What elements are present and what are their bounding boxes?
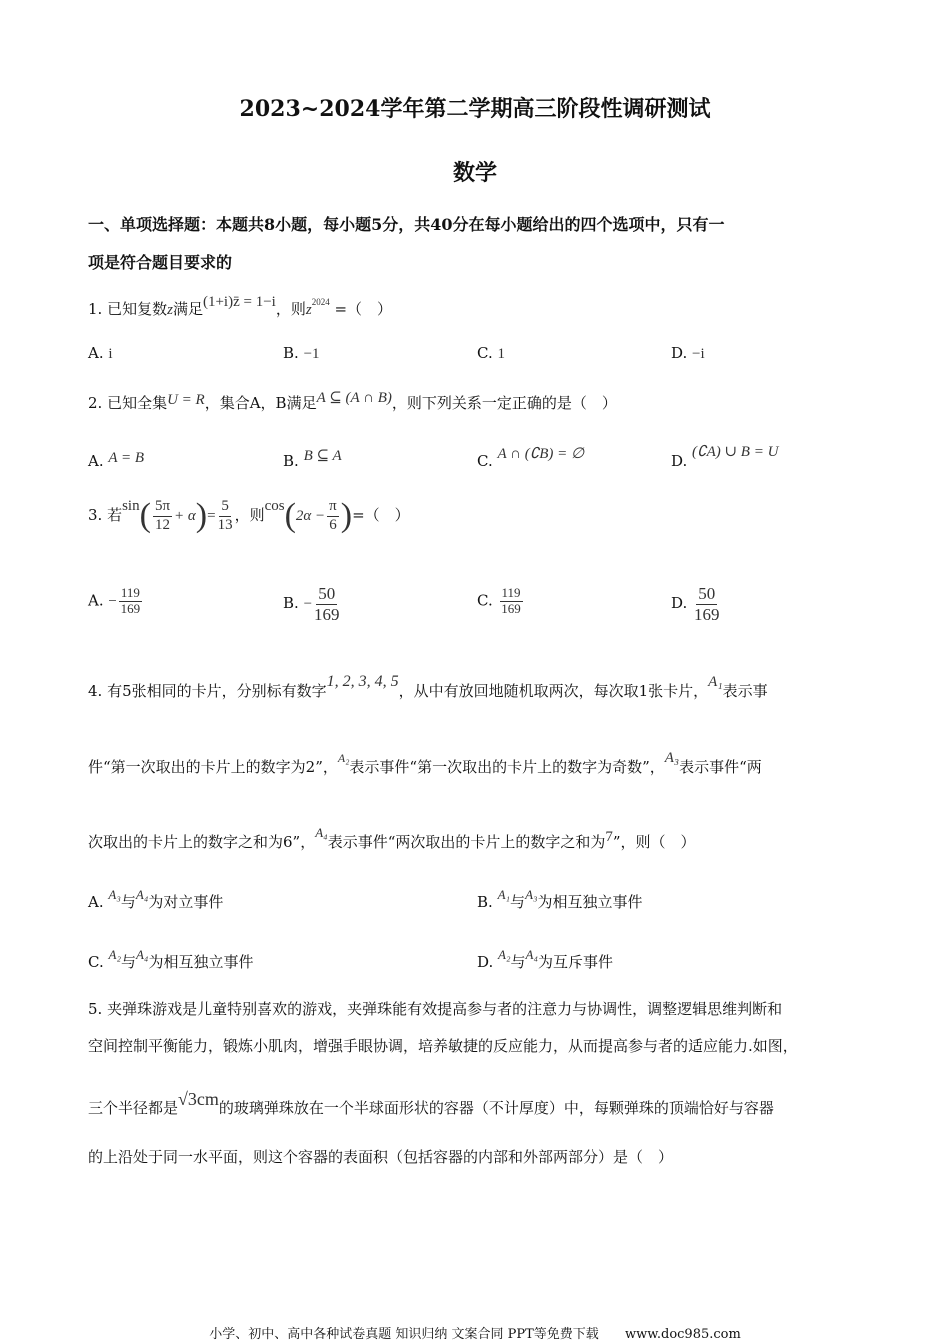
q3-option-d: D. $\frac{50}{169}$ bbox=[671, 584, 720, 624]
q1-option-c: C. 1 bbox=[477, 344, 505, 362]
q1-option-b: B. −1 bbox=[283, 344, 320, 362]
exam-title: 2023~2024学年第二学期高三阶段性调研测试 bbox=[239, 96, 711, 122]
q2-option-d: D. (∁A) ∪ B = U bbox=[671, 444, 779, 470]
q2-relation: A ⊆ (A ∩ B) bbox=[316, 390, 392, 406]
q3-rhs-fraction: $\frac{5}{13}$ bbox=[217, 498, 233, 533]
q3-option-a: A. − $\frac{119}{169}$ bbox=[88, 585, 141, 616]
q2-option-c: C. A ∩ (∁B) = ∅ bbox=[477, 446, 585, 470]
q3-option-c: C. $\frac{119}{169}$ bbox=[477, 585, 521, 616]
q3-option-b: B. − $\frac{50}{169}$ bbox=[283, 584, 340, 624]
q4-option-b: B. A₁与A₃为相互独立事件 bbox=[477, 887, 643, 911]
footer-url[interactable]: www.doc985.com bbox=[625, 1327, 741, 1342]
question-4-line3: 次取出的卡片上的数字之和为6”，A₄表示事件“两次取出的卡片上的数字之和为7”，则（ ） bbox=[88, 825, 696, 851]
q1-option-a: A. i bbox=[88, 344, 113, 362]
question-5-line1: 5. 夹弹珠游戏是儿童特别喜欢的游戏，夹弹珠能有效提高参与者的注意力与协调性，调整逻辑思维判断和 bbox=[88, 1000, 783, 1018]
subject-title: 数学 bbox=[452, 160, 497, 186]
question-5-line4: 的上沿处于同一水平面，则这个容器的表面积（包括容器的内部和外部两部分）是（ ） bbox=[88, 1148, 674, 1166]
q3-cos-fraction: $\frac{\pi}{6}$ bbox=[329, 498, 337, 533]
footer-text: 小学、初中、高中各种试卷真题 知识归纳 文案合同 PPT等免费下载 bbox=[209, 1327, 599, 1342]
question-3: 3. 若sin( $\frac{5\pi}{12}$ + α)= $\frac{5}{13}$ ，则cos(2α − $\frac{\pi}{6}$ )=（ ） bbox=[88, 497, 410, 534]
q4-option-c: C. A₂与A₄为相互独立事件 bbox=[88, 947, 254, 971]
question-2: 2. 已知全集U = R，集合A，B满足A ⊆ (A ∩ B)，则下列关系一定正确的是（ ） bbox=[88, 390, 617, 412]
q4-option-a: A. A₃与A₄为对立事件 bbox=[88, 887, 224, 911]
page-footer bbox=[0, 1323, 950, 1342]
q2-option-a: A. A = B bbox=[88, 450, 145, 470]
section-heading-line2: 项是符合题目要求的 bbox=[88, 253, 233, 272]
q4-option-d: D. A₂与A₄为互斥事件 bbox=[477, 947, 614, 971]
question-4-line2: 件“第一次取出的卡片上的数字为2”，$^{A_2}$表示事件“第一次取出的卡片上的数字为奇数”，A₃表示事件“两 bbox=[88, 750, 762, 776]
question-1: 1. 已知复数z满足(1+i)z̄ = 1−i，则$z^{2024}$ =（ ） bbox=[88, 294, 393, 318]
q1-equation: (1+i)z̄ = 1−i bbox=[202, 294, 276, 310]
q5-radius: √3cm bbox=[178, 1089, 219, 1109]
section-heading-line1: 一、单项选择题：本题共8小题，每小题5分，共40分在每小题给出的四个选项中，只有一 bbox=[88, 215, 725, 234]
question-5-line2: 空间控制平衡能力，锻炼小肌肉，增强手眼协调，培养敏捷的反应能力，从而提高参与者的适应能力.如图， bbox=[88, 1037, 798, 1055]
q2-option-b: B. B ⊆ A bbox=[283, 448, 342, 470]
q1-option-d: D. −i bbox=[671, 344, 705, 362]
question-5-line3: 三个半径都是√3cm的玻璃弹珠放在一个半球面形状的容器（不计厚度）中，每颗弹珠的顶端恰好与容器 bbox=[88, 1089, 774, 1117]
question-4-line1: 4. 有5张相同的卡片，分别标有数字1, 2, 3, 4, 5，从中有放回地随机取两次，每次取1张卡片，A₁表示事 bbox=[88, 673, 768, 700]
q3-sin-fraction: $\frac{5\pi}{12}$ bbox=[154, 498, 171, 533]
